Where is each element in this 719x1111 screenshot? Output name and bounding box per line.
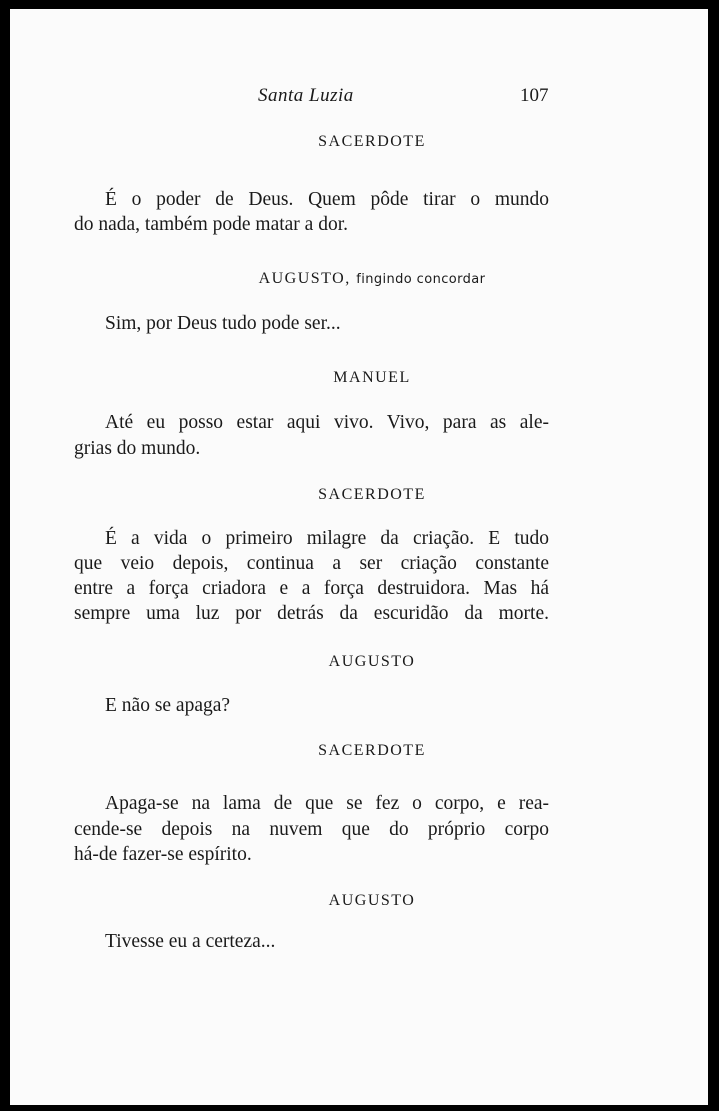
dialogue-line: que veio depois, continua a ser criação constante xyxy=(74,553,549,574)
speaker-name: SACERDOTE xyxy=(318,486,426,503)
speaker-heading xyxy=(10,270,708,288)
page-number: 107 xyxy=(520,85,549,106)
running-header-title: Santa Luzia xyxy=(258,85,354,106)
speaker-name: SACERDOTE xyxy=(318,742,426,759)
dialogue-line: É o poder de Deus. Quem pôde tirar o mundo xyxy=(105,189,549,210)
dialogue-line: grias do mundo. xyxy=(74,438,201,459)
speaker-name: AUGUSTO xyxy=(328,653,416,670)
book-page xyxy=(10,9,708,1105)
dialogue-line: entre a força criadora e a força destruidora. Mas há xyxy=(74,578,549,599)
speaker-name: AUGUSTO, xyxy=(258,270,351,287)
speaker-name: AUGUSTO xyxy=(328,892,416,909)
dialogue-line: Apaga-se na lama de que se fez o corpo, e rea- xyxy=(105,793,549,814)
speaker-name: MANUEL xyxy=(333,369,411,386)
dialogue-line: Sim, por Deus tudo pode ser... xyxy=(105,313,341,334)
dialogue-line: Tivesse eu a certeza... xyxy=(105,931,276,952)
dialogue-line: É a vida o primeiro milagre da criação. E tudo xyxy=(105,528,549,549)
dialogue-line: cende-se depois na nuvem que do próprio corpo xyxy=(74,819,549,840)
dialogue-line: E não se apaga? xyxy=(105,695,231,716)
dialogue-line: há-de fazer-se espírito. xyxy=(74,844,252,865)
dialogue-line: Até eu posso estar aqui vivo. Vivo, para as ale- xyxy=(105,412,549,433)
dialogue-line: do nada, também pode matar a dor. xyxy=(74,214,348,235)
stage-direction: fingindo concordar xyxy=(356,272,486,287)
dialogue-line: sempre uma luz por detrás da escuridão da morte. xyxy=(74,603,549,624)
speaker-name: SACERDOTE xyxy=(318,133,426,150)
